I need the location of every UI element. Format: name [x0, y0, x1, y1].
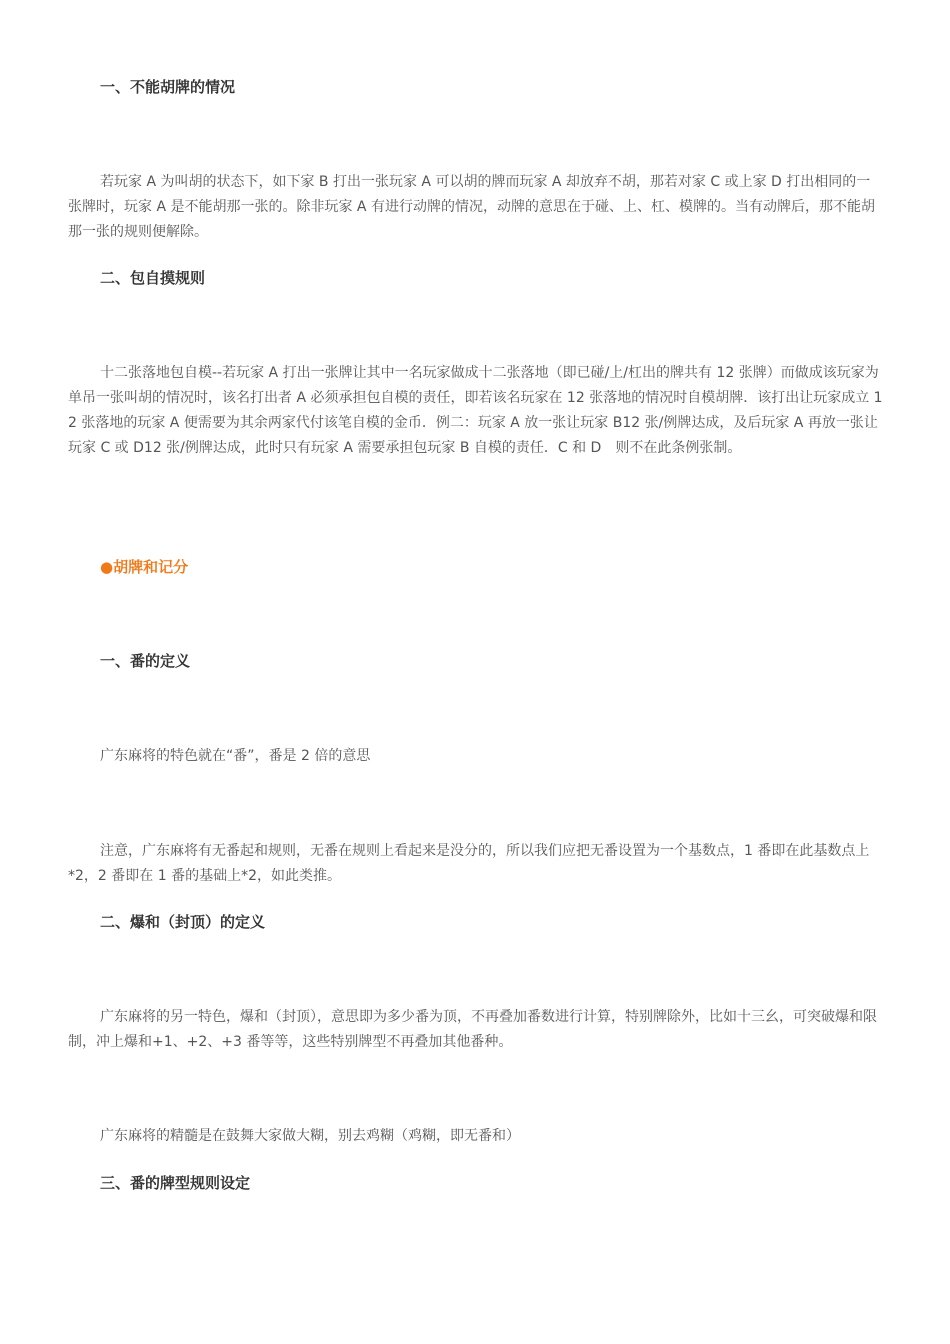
- paragraph-no-win-rule: 若玩家 A 为叫胡的状态下，如下家 B 打出一张玩家 A 可以胡的牌而玩家 A 却放弃不胡，那若对家 C 或上家 D 打出相同的一张牌时，玩家 A 是不能胡那一张的。除非玩家 A 有进行动牌的情况，动牌的意思在于碰、上、杠、模牌的。当有动牌后，那不能胡那一张的规则便解除。: [68, 174, 875, 240]
- paragraph-no-fan-note: 注意，广东麻将有无番起和规则，无番在规则上看起来是没分的，所以我们应把无番设置为一个基数点，1 番即在此基数点上*2，2 番即在 1 番的基础上*2，如此类推。: [68, 843, 870, 884]
- heading-cap-definition: 二、爆和（封顶）的定义: [100, 913, 266, 931]
- heading-self-draw-liability: 二、包自摸规则: [100, 269, 206, 287]
- paragraph-fan-meaning: 广东麻将的特色就在“番”，番是 2 倍的意思: [100, 748, 371, 764]
- heading-no-win-situation: 一、不能胡牌的情况: [100, 78, 236, 96]
- heading-fan-hand-rules: 三、番的牌型规则设定: [100, 1174, 251, 1192]
- heading-fan-definition: 一、番的定义: [100, 652, 191, 670]
- paragraph-cap-rule: 广东麻将的另一特色，爆和（封顶），意思即为多少番为顶，不再叠加番数进行计算，特别牌除外，比如十三幺，可突破爆和限制，冲上爆和+1、+2、+3 番等等，这些特别牌型不再叠加其他番种。: [68, 1009, 877, 1050]
- paragraph-self-draw-liability: 十二张落地包自模--若玩家 A 打出一张牌让其中一名玩家做成十二张落地（即已碰/上/杠出的牌共有 12 张牌）而做成该玩家为单吊一张叫胡的情况时，该名打出者 A 必须承担包自模的责任，即若该名玩家在 12 张落地的情况时自模胡牌．该打出让玩家成立 1 2 张落地的玩家 A 便需要为其余两家代付该笔自模的金币．例二：玩家 A 放一张让玩家 B12 张/例牌达成，及后玩家 A 再放一张让玩家 C 或 D12 张/例牌达成，此时只有玩家 A 需要承担包玩家 B 自模的责任．C 和 D 则不在此条例张制。: [68, 365, 883, 456]
- paragraph-big-hand-spirit: 广东麻将的精髓是在鼓舞大家做大糊，别去鸡糊（鸡糊，即无番和）: [100, 1128, 520, 1144]
- section-title-winning-and-scoring: ●胡牌和记分: [100, 558, 189, 576]
